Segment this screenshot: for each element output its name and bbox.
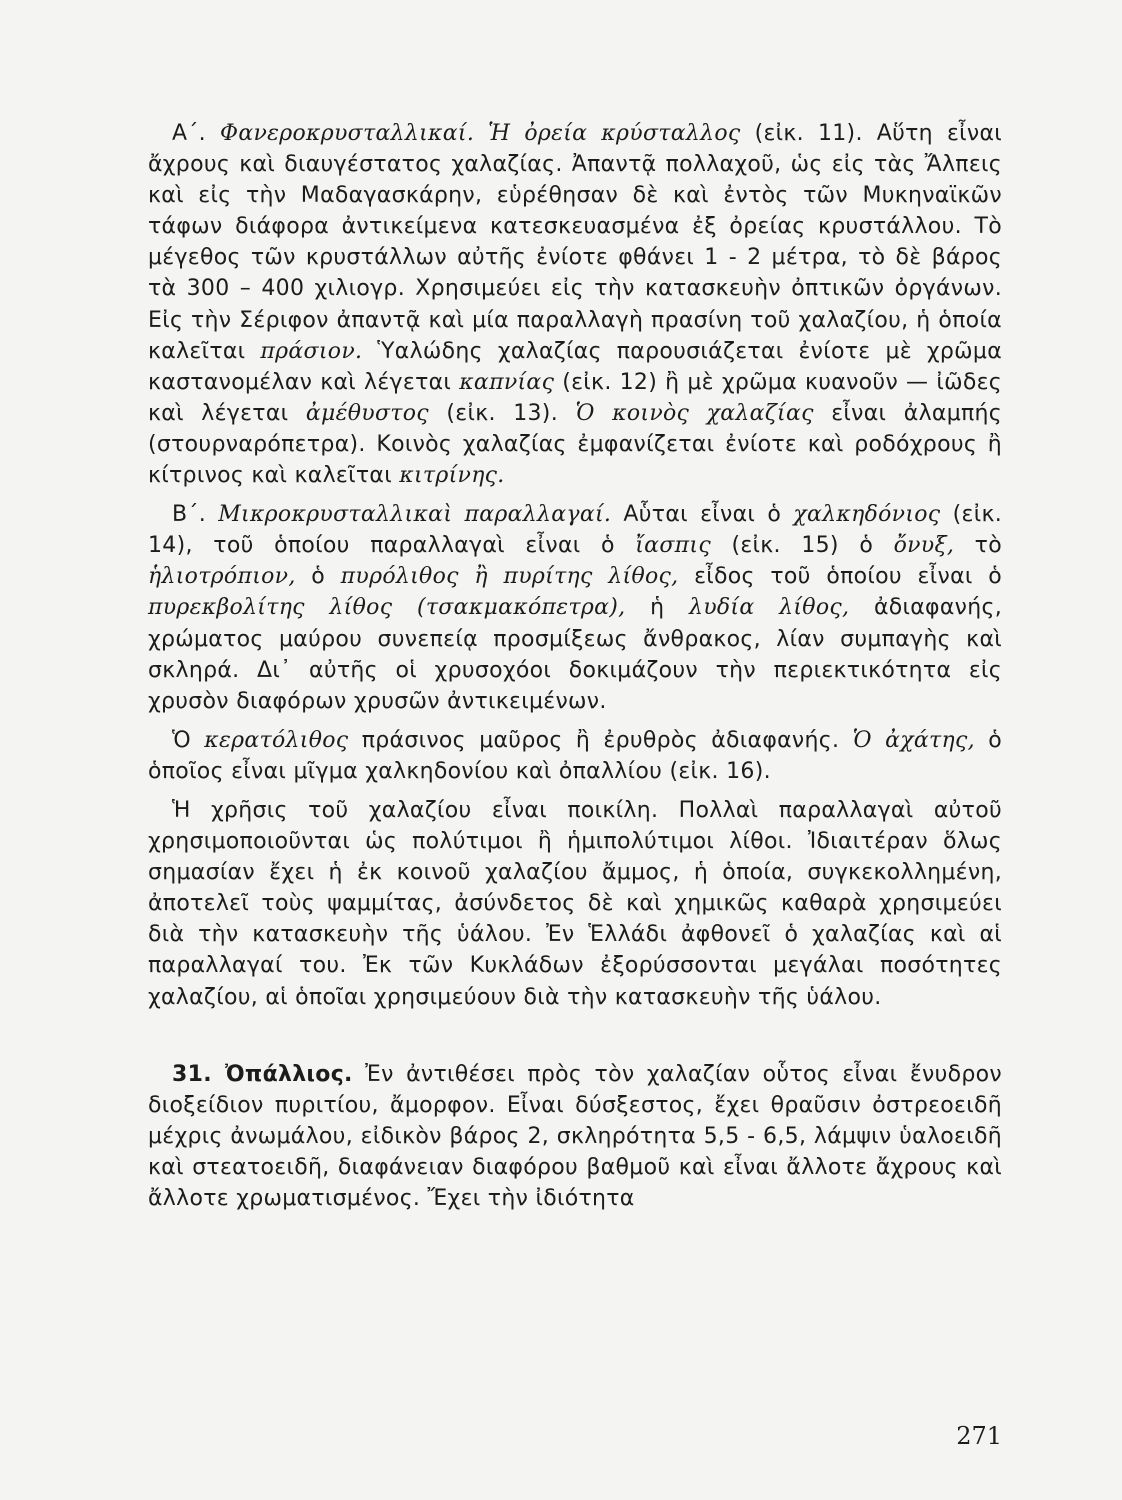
term: χαλκηδόνιος <box>793 502 941 528</box>
paragraph-keratolite: Ὁ κερατόλιθος πράσινος μαῦρος ἢ ἐρυθρὸς ἀδιαφανής. Ὁ ἀχάτης, ὁ ὁποῖος εἶναι μῖγμα χαλκηδονίου καὶ ὀπαλλίου (εἰκ. 16). <box>148 727 1002 784</box>
term: πυρεκβολίτης λίθος (τσακμακόπετρα), <box>148 595 626 621</box>
term: ὄνυξ, <box>893 533 955 559</box>
term: καπνίας <box>459 369 555 395</box>
section-label: Α΄. <box>172 121 206 146</box>
term: κερατόλιθος <box>204 727 349 753</box>
subsection-heading: Φανεροκρυσταλλικαί. <box>219 121 475 146</box>
paragraph-uses: Ἡ χρῆσις τοῦ χαλαζίου εἶναι ποικίλη. Πολλαὶ παραλλαγαὶ αὐτοῦ χρησιμοποιοῦνται ὡς πολύτιμοι ἢ ἡμιπολύτιμοι λίθοι. Ἰδιαιτέραν ὅλως σημασίαν ἔχει ἡ ἐκ κοινοῦ χαλαζίου ἄμμος, ἡ ὁποία, συγκεκολλημένη, ἀποτελεῖ τοὺς ψαμμίτας, ἀσύνδετος δὲ καὶ χημικῶς καθαρὰ χρησιμεύει διὰ τὴν κατασκευὴν τῆς ὑάλου. Ἐν Ἑλλάδι ἀφθονεῖ ὁ χαλαζίας καὶ αἱ παραλλαγαί του. Ἐκ τῶν Κυκλάδων ἐξορύσσονται μεγάλαι ποσότητες χαλαζίου, αἱ ὁποῖαι χρησιμεύουν διὰ τὴν κατασκευὴν τῆς ὑάλου. <box>148 797 1002 1010</box>
body-text <box>148 118 1002 1214</box>
term: ἴασπις <box>635 533 711 559</box>
term: Ὁ ἀχάτης, <box>852 727 975 753</box>
paragraph-microcrystalline: Β΄. Μικροκρυσταλλικαὶ παραλλαγαί. Αὗται εἶναι ὁ χαλκηδόνιος (εἰκ. 14), τοῦ ὁποίου παραλλαγαὶ εἶναι ὁ ἴασπις (εἰκ. 15) ὁ ὄνυξ, τὸ ἡλιοτρόπιον, ὁ πυρόλιθος ἢ πυρίτης λίθος, εἶδος τοῦ ὁποίου εἶναι ὁ πυρεκβολίτης λίθος (τσακμακόπετρα), ἡ λυδία λίθος, ἀδιαφανής, χρώματος μαύρου συνεπείᾳ προσμίξεως ἄνθρακος, λίαν συμπαγὴς καὶ σκληρά. Δι᾽ αὐτῆς οἱ χρυσοχόοι δοκιμάζουν τὴν περιεκτικότητα εἰς χρυσὸν διαφόρων χρυσῶν ἀντικειμένων. <box>148 502 1003 714</box>
section-label: Β΄. <box>172 502 206 528</box>
term: ἡλιοτρόπιον, <box>148 564 296 590</box>
paragraph-phaneric: Α΄. Φανεροκρυσταλλικαί. Ἡ ὀρεία κρύσταλλος (εἰκ. 11). Αὕτη εἶναι ἄχρους καὶ διαυγέστατος χαλαζίας. Ἀπαντᾷ πολλαχοῦ, ὡς εἰς τὰς Ἄλπεις καὶ εἰς τὴν Μαδαγασκάρην, εὑρέθησαν δὲ καὶ ἐντὸς τῶν Μυκηναϊκῶν τάφων διάφορα ἀντικείμενα κατεσκευασμένα ἐξ ὀρείας κρυστάλλου. Τὸ μέγεθος τῶν κρυστάλλων αὐτῆς ἐνίοτε φθάνει 1 - 2 μέτρα, τὸ δὲ βάρος τὰ 300 – 400 χιλιογρ. Χρησιμεύει εἰς τὴν κατασκευὴν ὀπτικῶν ὀργάνων. Εἰς τὴν Σέριφον ἀπαντᾷ καὶ μία παραλλαγὴ πρασίνη τοῦ χαλαζίου, ἡ ὁποία καλεῖται πράσιον. Ὑαλώδης χαλαζίας παρουσιάζεται ἐνίοτε μὲ χρῶμα καστανομέλαν καὶ λέγεται καπνίας (εἰκ. 12) ἢ μὲ χρῶμα κυανοῦν — ἰῶδες καὶ λέγεται ἀμέθυστος (εἰκ. 13). Ὁ κοινὸς χαλαζίας εἶναι ἀλαμπής (στουρναρόπετρα). Κοινὸς χαλαζίας ἐμφανίζεται ἐνίοτε καὶ ροδόχρους ἢ κίτρινος καὶ καλεῖται κιτρίνης. <box>148 121 1003 489</box>
term: Ἡ ὀρεία κρύσταλλος <box>488 121 741 146</box>
term: κιτρίνης. <box>399 463 505 489</box>
term: πράσιον. <box>260 338 363 364</box>
paragraph-opal: 31. Ὀπάλλιος. Ἐν ἀντιθέσει πρὸς τὸν χαλαζίαν οὗτος εἶναι ἔνυδρον διοξείδιον πυριτίου, ἄμορφον. Εἶναι δύσξεστος, ἔχει θραῦσιν ὀστρεοειδῆ μέχρις ἀνωμάλου, εἰδικὸν βάρος 2, σκληρότητα 5,5 - 6,5, λάμψιν ὑαλοειδῆ καὶ στεατοειδῆ, διαφάνειαν διαφόρου βαθμοῦ καὶ εἶναι ἄλλοτε ἄχρους καὶ ἄλλοτε χρωματισμένος. Ἔχει τὴν ἰδιότητα <box>148 1061 1003 1211</box>
section-heading: 31. Ὀπάλλιος. <box>172 1061 353 1087</box>
term: ἀμέθυστος <box>305 400 429 426</box>
term: λυδία λίθος, <box>688 595 850 621</box>
term: πυρόλιθος ἢ πυρίτης λίθος, <box>340 564 679 590</box>
page-number: 271 <box>956 1422 1002 1450</box>
term: Ὁ κοινὸς χαλαζίας <box>575 400 814 426</box>
subsection-heading: Μικροκρυσταλλικαὶ παραλλαγαί. <box>218 502 612 528</box>
